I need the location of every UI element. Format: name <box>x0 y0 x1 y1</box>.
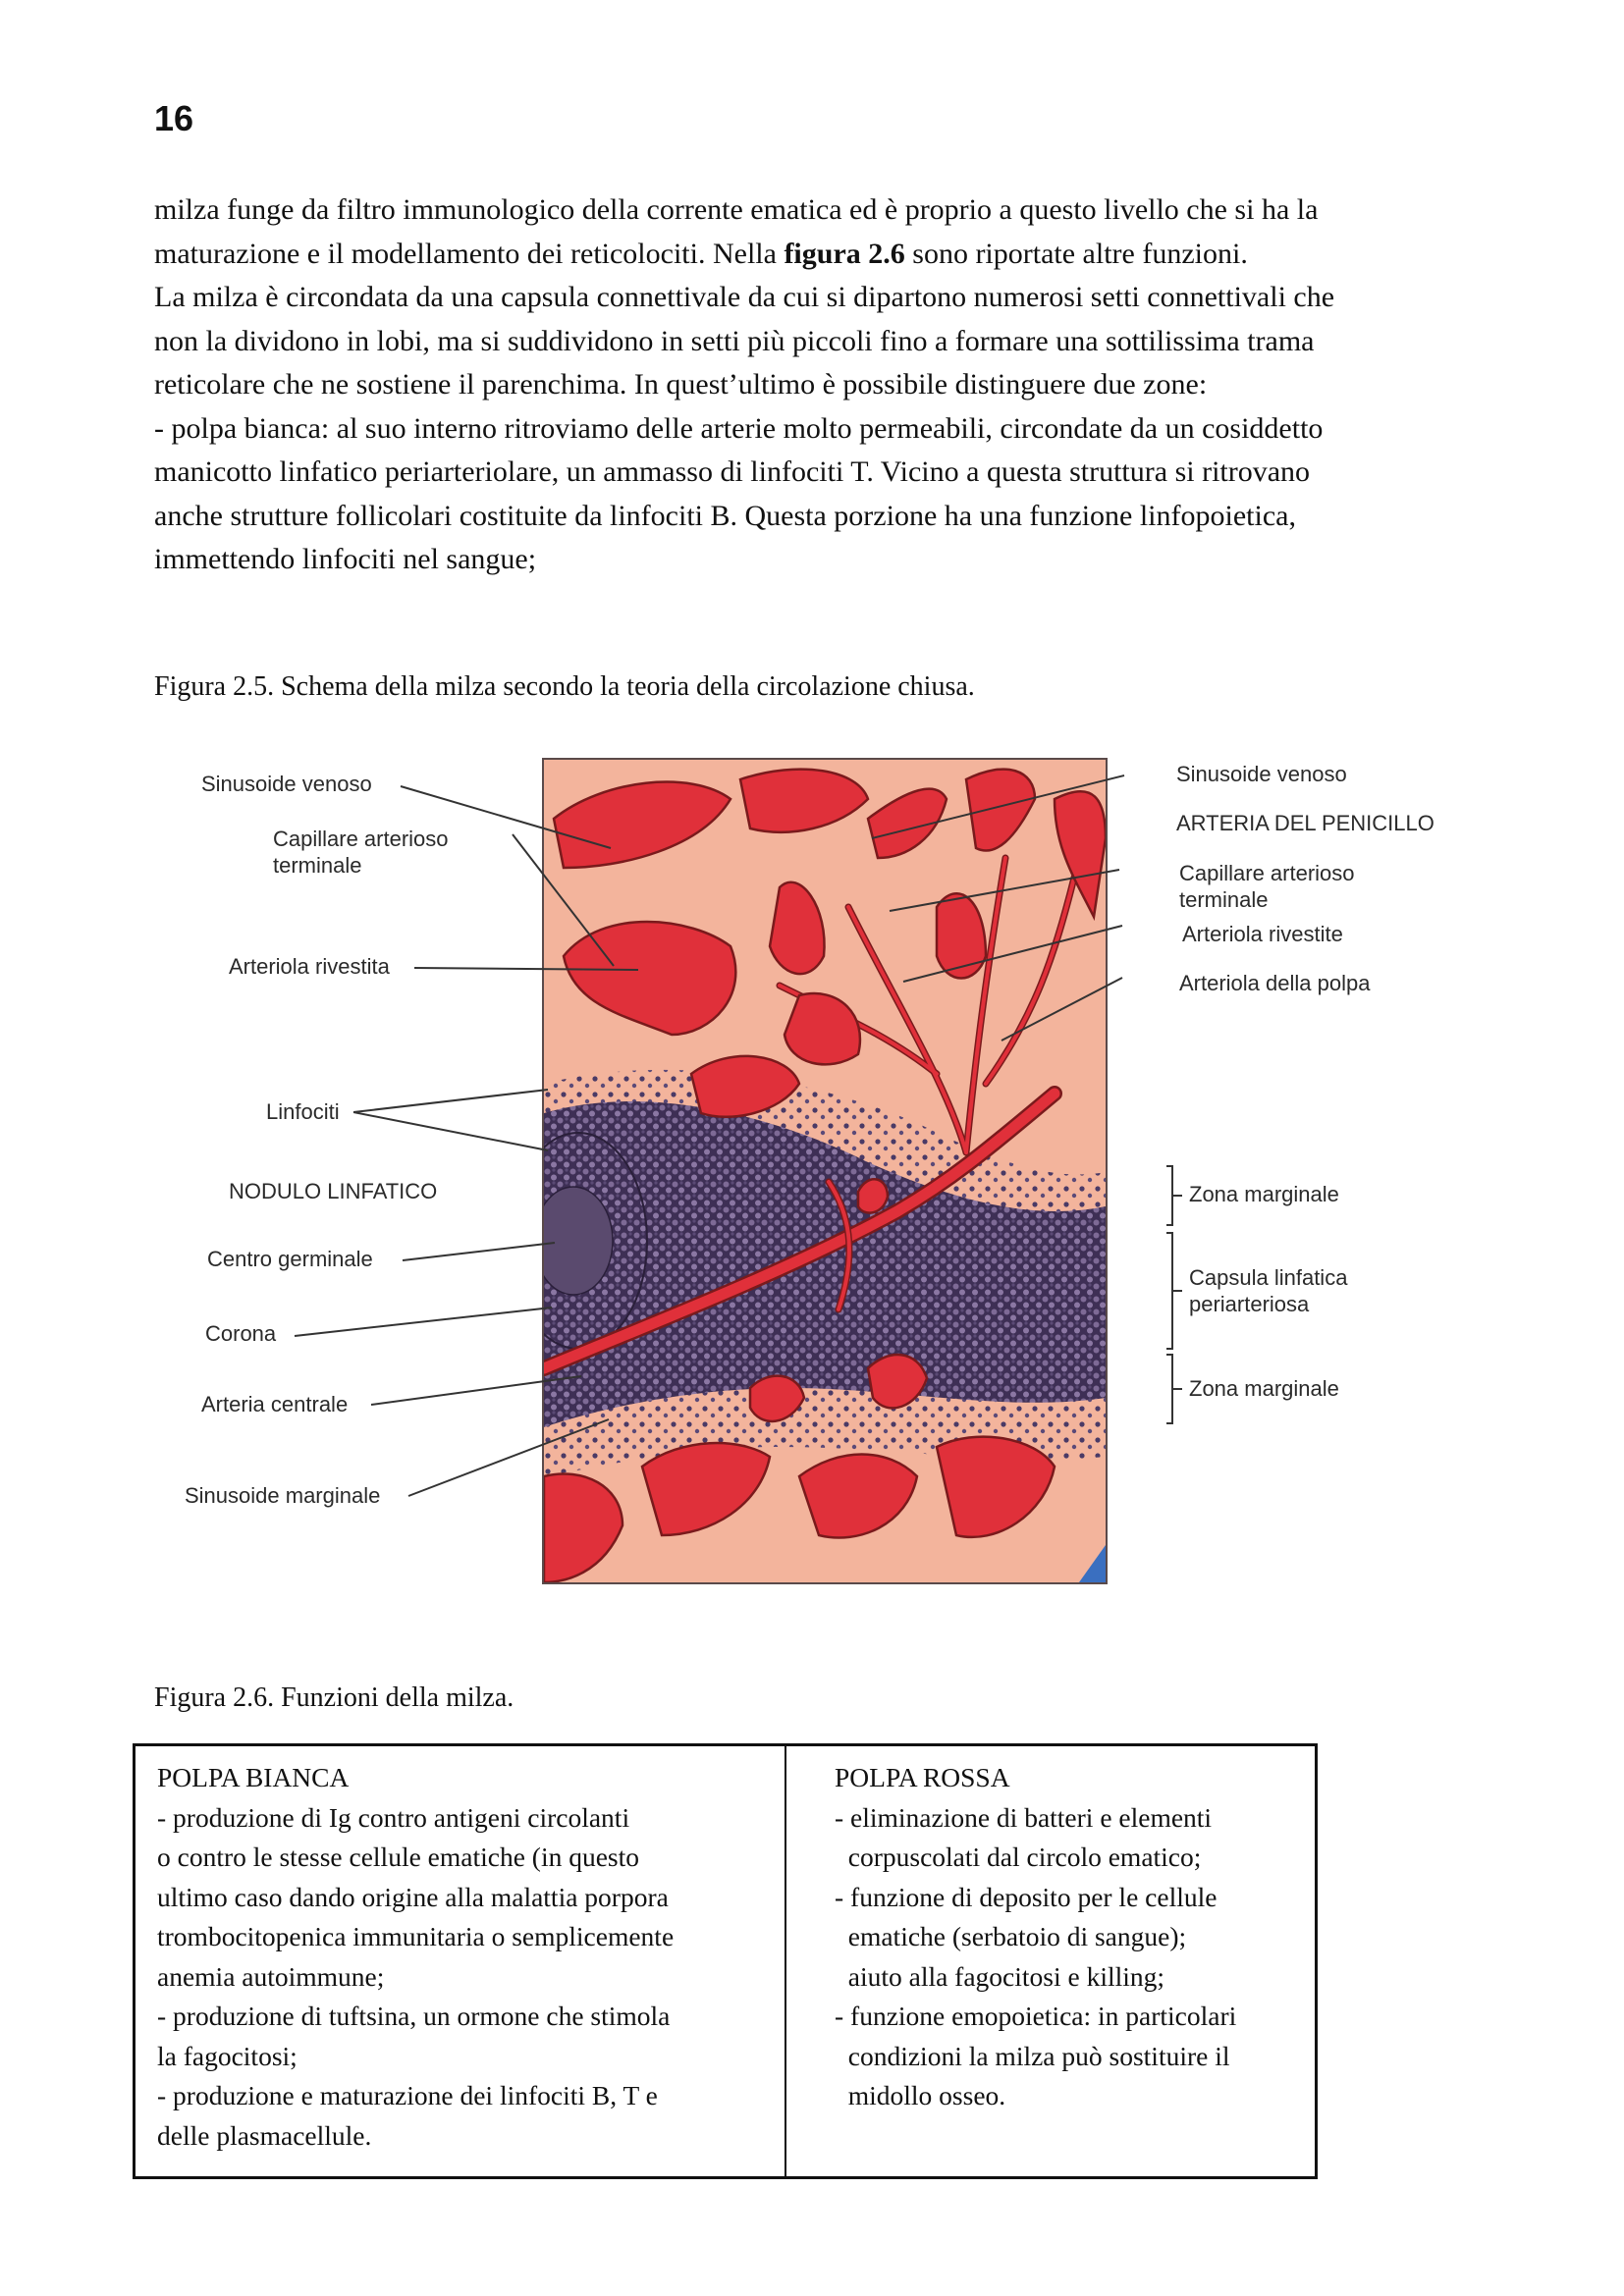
paragraph-text: immettendo linfociti nel sangue; <box>154 543 537 575</box>
label-capsula-linfatica: Capsula linfatica periarteriosa <box>1189 1265 1348 1316</box>
label-corona: Corona <box>205 1321 277 1346</box>
paragraph-line <box>154 495 1499 539</box>
label-arteriola-rivestite: Arteriola rivestite <box>1182 922 1343 946</box>
paragraph-text: manicotto linfatico periarteriolare, un ammasso di linfociti T. Vicino a questa struttura si ritrovano <box>154 455 1311 488</box>
red-pulp-item: aiuto alla fagocitosi e killing; <box>835 1960 1165 1992</box>
label-zona-marginale-bottom: Zona marginale <box>1189 1376 1339 1401</box>
red-pulp-item: - funzione emopoietica: in particolari <box>835 2001 1237 2031</box>
label-sinusoide-marginale: Sinusoide marginale <box>185 1483 381 1508</box>
paragraph-text: maturazione e il modellamento dei reticolociti. Nella <box>154 237 785 270</box>
page-number: 16 <box>154 98 194 138</box>
white-pulp-heading: POLPA BIANCA <box>157 1762 350 1792</box>
paragraph-line <box>154 188 1499 233</box>
paragraph-line <box>154 320 1499 364</box>
paragraph-text: non la dividono in lobi, ma si suddividono in setti più piccoli fino a formare una sottilissima trama <box>154 324 1315 357</box>
red-pulp-heading: POLPA ROSSA <box>835 1762 1010 1792</box>
label-arteriola-polpa: Arteriola della polpa <box>1179 971 1371 995</box>
label-capillare-arterioso-right: Capillare arterioso terminale <box>1179 861 1355 912</box>
paragraph-line <box>154 407 1499 452</box>
label-centro-germinale: Centro germinale <box>207 1247 373 1271</box>
figure-2-5-caption: Figura 2.5. Schema della milza secondo la teoria della circolazione chiusa. <box>154 671 975 702</box>
paragraph-line <box>154 538 1499 582</box>
label-linfociti: Linfociti <box>266 1099 340 1124</box>
paragraph-line <box>154 276 1499 320</box>
paragraph-text: sono riportate altre funzioni. <box>904 237 1248 270</box>
paragraph-line <box>154 451 1499 495</box>
table-column-divider <box>785 1746 786 2176</box>
paragraph-line <box>154 363 1499 407</box>
white-pulp-item: o contro le stesse cellule ematiche (in questo <box>157 1842 640 1872</box>
white-pulp-item: - produzione di Ig contro antigeni circolanti <box>157 1801 630 1833</box>
figure-reference: figura 2.6 <box>784 237 905 270</box>
paragraph-text: La milza è circondata da una capsula connettivale da cui si dipartono numerosi setti connettivali che <box>154 281 1335 313</box>
label-sinusoide-venoso-left: Sinusoide venoso <box>201 772 372 796</box>
spleen-diagram-figure <box>177 746 1483 1590</box>
label-zona-marginale-top: Zona marginale <box>1189 1182 1339 1206</box>
white-pulp-item: - produzione di tuftsina, un ormone che stimola <box>157 2001 671 2031</box>
label-arteriola-rivestita: Arteriola rivestita <box>229 954 390 979</box>
paragraph-text: milza funge da filtro immunologico della corrente ematica ed è proprio a questo livello che si ha la <box>154 193 1319 226</box>
paragraph-text: - polpa bianca: al suo interno ritroviamo delle arterie molto permeabili, circondate da un cosiddetto <box>154 411 1324 445</box>
paragraph-text: anche strutture follicolari costituite da linfociti B. Questa porzione ha una funzione linfopoietica, <box>154 499 1296 532</box>
white-pulp-item: trombocitopenica immunitaria o semplicemente <box>157 1921 675 1951</box>
white-pulp-item: - produzione e maturazione dei linfociti B, T e <box>157 2080 658 2110</box>
white-pulp-item: ultimo caso dando origine alla malattia porpora <box>157 1881 669 1912</box>
paragraph-line <box>154 233 1499 277</box>
label-arteria-penicillo: ARTERIA DEL PENICILLO <box>1176 811 1435 835</box>
body-paragraph <box>154 188 1499 582</box>
red-pulp-item: - eliminazione di batteri e elementi <box>835 1801 1213 1833</box>
spleen-functions-table <box>133 1743 1318 2179</box>
white-pulp-item: la fagocitosi; <box>157 2040 298 2071</box>
red-pulp-item: condizioni la milza può sostituire il <box>835 2040 1230 2071</box>
paragraph-text: reticolare che ne sostiene il parenchima. In quest’ultimo è possibile distinguere due zone: <box>154 368 1208 400</box>
red-pulp-item: corpuscolati dal circolo ematico; <box>835 1842 1202 1872</box>
label-arteria-centrale: Arteria centrale <box>201 1392 349 1416</box>
white-pulp-item: anemia autoimmune; <box>157 1960 385 1992</box>
red-pulp-item: midollo osseo. <box>835 2080 1006 2110</box>
label-capillare-arterioso-left: Capillare arterioso terminale <box>273 827 449 878</box>
red-pulp-column <box>835 1758 1236 2116</box>
red-pulp-item: - funzione di deposito per le cellule <box>835 1881 1218 1912</box>
figure-2-6-caption: Figura 2.6. Funzioni della milza. <box>154 1682 514 1713</box>
label-sinusoide-venoso-right: Sinusoide venoso <box>1176 762 1347 786</box>
white-pulp-item: delle plasmacellule. <box>157 2119 372 2151</box>
red-pulp-item: ematiche (serbatoio di sangue); <box>835 1921 1187 1951</box>
white-pulp-column <box>157 1758 674 2156</box>
label-nodulo-linfatico: NODULO LINFATICO <box>229 1179 438 1203</box>
